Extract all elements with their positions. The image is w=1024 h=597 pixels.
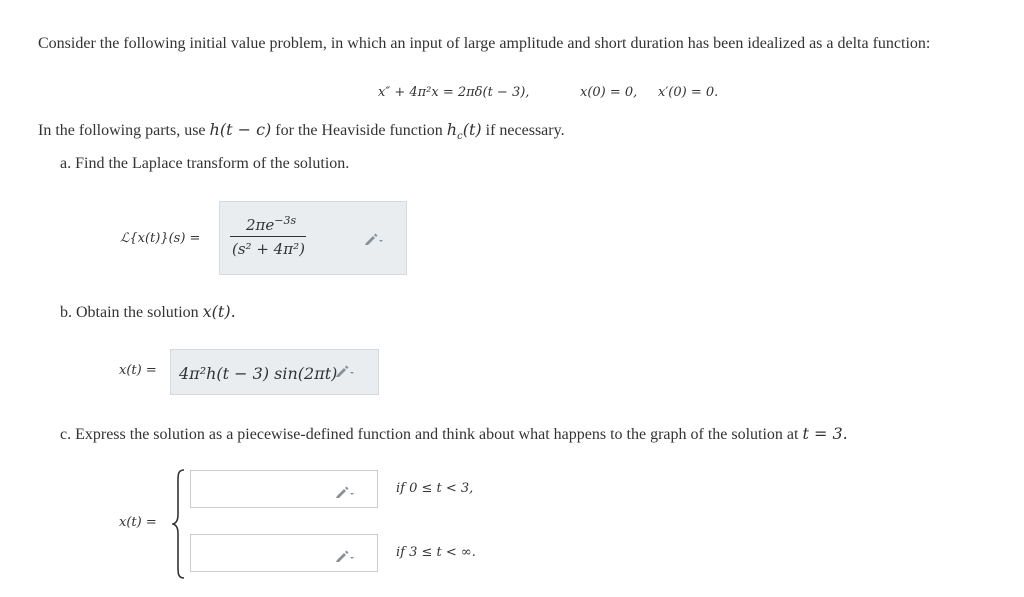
heaviside-note-expr: h(t − c): [209, 120, 272, 139]
part-a-numerator: [246, 214, 296, 234]
part-a-denominator: (s² + 4π²): [232, 240, 305, 258]
part-b-lhs: x(t) =: [119, 363, 157, 378]
part-c-prompt: [60, 424, 848, 445]
heaviside-note-mid: for the Heaviside function: [275, 122, 443, 139]
pencil-icon[interactable]: [335, 364, 355, 378]
heaviside-note-post: if necessary.: [485, 122, 565, 139]
pencil-icon[interactable]: [335, 549, 355, 563]
heaviside-fn-letter: h: [446, 120, 458, 139]
heaviside-fn-arg: (t): [462, 120, 482, 139]
part-a-prompt: a. Find the Laplace transform of the solution.: [60, 155, 350, 172]
heaviside-note: [38, 120, 565, 147]
part-b-answer-box[interactable]: [170, 349, 379, 395]
part-b-prompt: [60, 302, 236, 323]
fraction-bar: [230, 236, 306, 237]
part-a-answer-box[interactable]: [219, 201, 407, 275]
piecewise-case-2-input[interactable]: [190, 534, 378, 572]
heaviside-fn-subscript: c: [457, 131, 463, 143]
part-c-prompt-text: c. Express the solution as a piecewise-defined function and think about what happens to the graph of the solution at: [60, 426, 799, 443]
piecewise-case-2-condition: if 3 ≤ t < ∞.: [396, 545, 476, 560]
piecewise-case-1-input[interactable]: [190, 470, 378, 508]
part-a-numerator-base: 2πe: [246, 216, 275, 234]
part-a-lhs: ℒ{x(t)}(s) =: [120, 231, 201, 246]
piecewise-case-1-condition: if 0 ≤ t < 3,: [396, 481, 474, 496]
part-c-lhs: x(t) =: [119, 515, 157, 530]
pencil-icon[interactable]: [335, 485, 355, 499]
problem-intro: Consider the following initial value problem, in which an input of large amplitude and short duration has been idealized as a delta function:: [38, 35, 931, 52]
initial-condition-2: x′(0) = 0.: [658, 85, 719, 100]
part-a-numerator-exponent: −3s: [274, 214, 297, 227]
pencil-icon[interactable]: [364, 232, 384, 246]
part-b-prompt-text: b. Obtain the solution: [60, 304, 199, 321]
initial-condition-1: x(0) = 0,: [580, 85, 638, 100]
part-c-prompt-var: t = 3.: [802, 424, 848, 443]
ode-equation: x″ + 4π²x = 2πδ(t − 3),: [378, 85, 530, 100]
part-b-prompt-var: x(t).: [202, 302, 236, 321]
heaviside-note-fn: [446, 120, 482, 143]
part-b-answer: 4π²h(t − 3) sin(2πt): [179, 364, 338, 383]
heaviside-note-pre: In the following parts, use: [38, 122, 206, 139]
piecewise-brace: [172, 468, 186, 580]
